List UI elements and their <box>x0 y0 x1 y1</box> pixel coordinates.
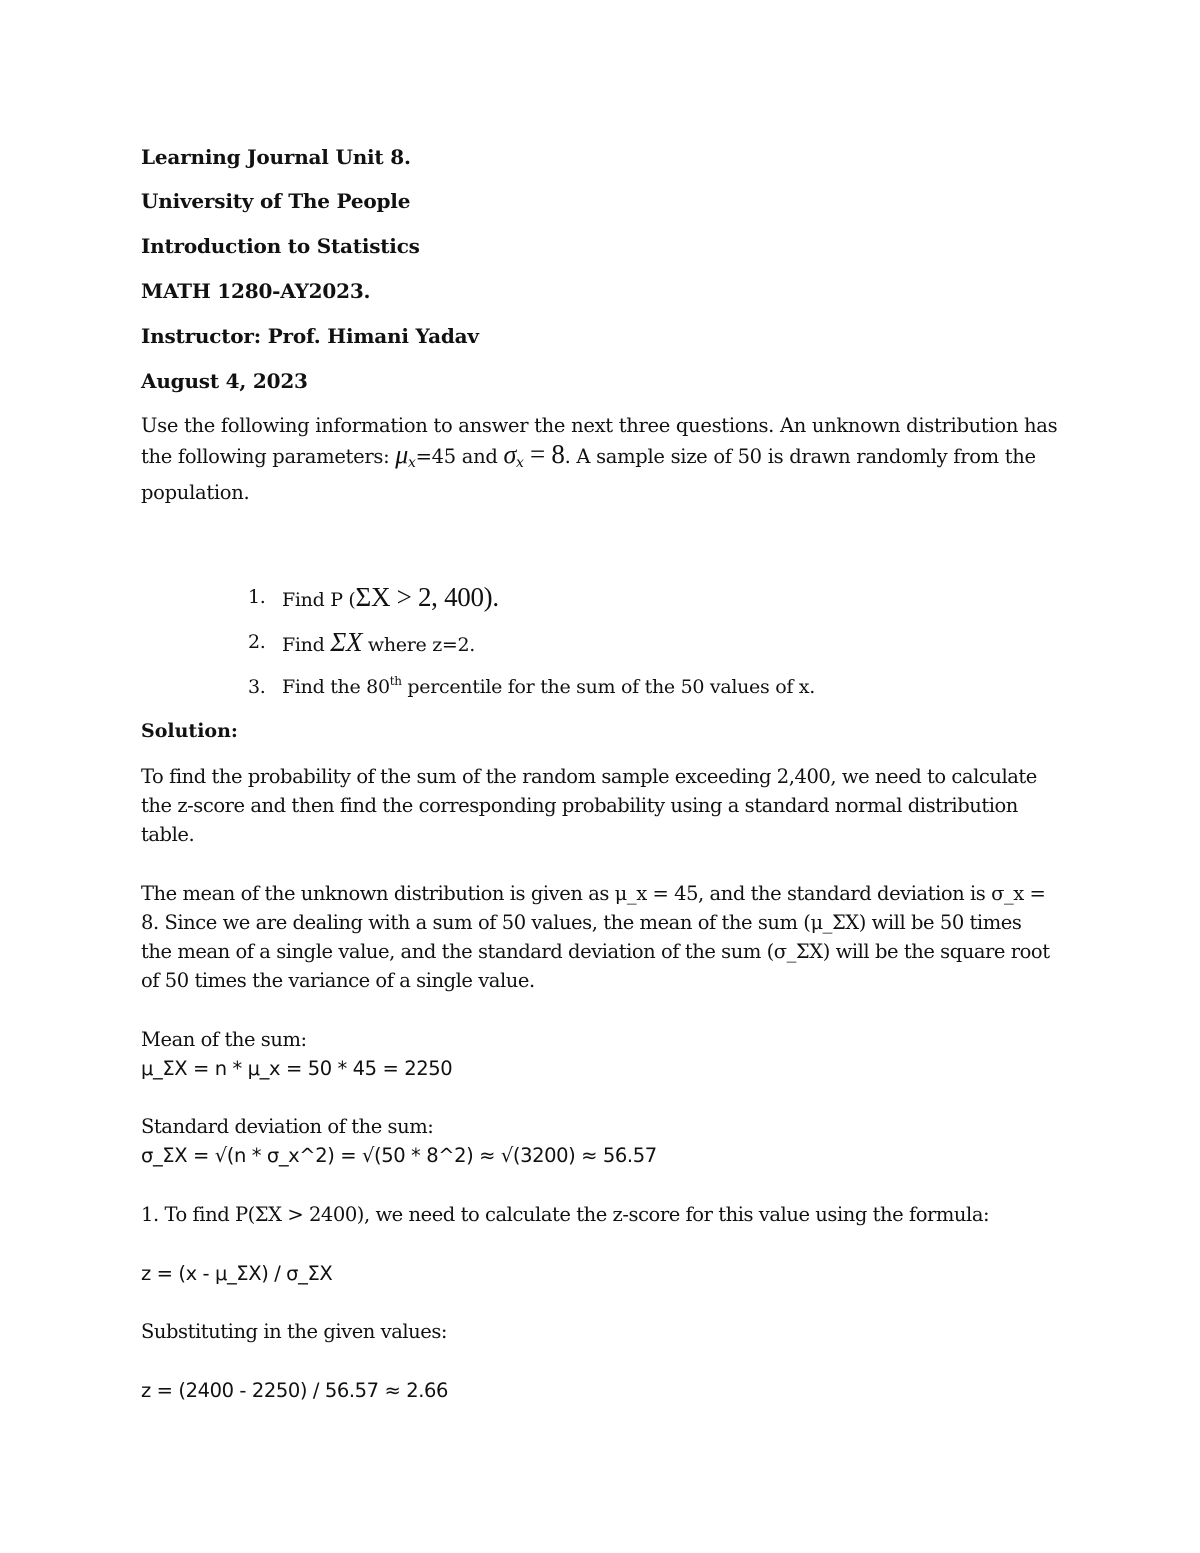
question-text: Find the 80 <box>282 676 390 698</box>
sd-formula: σ_ΣX = √(n * σ_x^2) = √(50 * 8^2) ≈ √(3200) ≈ 56.57 <box>141 1144 657 1167</box>
header-title: Learning Journal Unit 8. <box>141 145 411 169</box>
mu-subscript: x <box>408 455 416 471</box>
intro-text-1: Use the following information to answer the next three questions. An unknown distribution has the following parameters: <box>141 414 1058 468</box>
solution-label: Solution: <box>141 720 238 742</box>
question-text: Find P ( <box>282 589 356 611</box>
list-number: 3. <box>248 676 266 698</box>
list-item <box>248 665 815 710</box>
z-formula: z = (x - μ_ΣX) / σ_ΣX <box>141 1262 333 1285</box>
intro-paragraph <box>141 411 1061 507</box>
paragraph-probability: To find the probability of the sum of the random sample exceeding 2,400, we need to calculate the z-score and then find the corresponding probability using a standard normal distribution table. <box>141 765 1037 846</box>
header-course-code: MATH 1280-AY2023. <box>141 279 371 303</box>
list-number: 1. <box>248 586 266 608</box>
mu-symbol: μ <box>395 440 408 469</box>
question-text: Find <box>282 634 331 656</box>
list-item <box>248 575 815 620</box>
question-math: ΣX > 2, 400). <box>355 582 499 612</box>
paragraph-mean-sd: The mean of the unknown distribution is given as μ_x = 45, and the standard deviation is σ_x = 8. Since we are dealing with a sum of 50 values, the mean of the sum (μ_ΣX) will be 50 times the mean of a single value, and the standard deviation of the sum (σ_ΣX) will be the square root of 50 times the variance of a single value. <box>141 882 1050 992</box>
header-course: Introduction to Statistics <box>141 234 420 258</box>
intro-text-2: . A sample size of 50 is drawn randomly from the population. <box>141 445 1036 504</box>
header-university: University of The People <box>141 189 411 213</box>
list-number: 2. <box>248 631 266 653</box>
mu-value: =45 and <box>415 445 504 468</box>
step-one: 1. To find P(ΣX > 2400), we need to calculate the z-score for this value using the formula: <box>141 1203 990 1226</box>
question-text-post: where z=2. <box>362 634 476 656</box>
mean-label: Mean of the sum: <box>141 1028 307 1051</box>
header-date: August 4, 2023 <box>141 369 308 393</box>
list-item <box>248 620 815 665</box>
z-calculation: z = (2400 - 2250) / 56.57 ≈ 2.66 <box>141 1379 449 1402</box>
sd-label: Standard deviation of the sum: <box>141 1115 434 1138</box>
header-instructor: Instructor: Prof. Himani Yadav <box>141 324 479 348</box>
substitution-label: Substituting in the given values: <box>141 1320 448 1343</box>
question-math: ΣX <box>330 627 363 657</box>
mean-formula: μ_ΣX = n * μ_x = 50 * 45 = 2250 <box>141 1057 453 1080</box>
sigma-symbol: σ <box>503 440 516 469</box>
question-list <box>248 575 815 710</box>
superscript: th <box>389 674 402 688</box>
question-text-post: percentile for the sum of the 50 values of x. <box>401 676 815 698</box>
sigma-value: = 8 <box>523 439 565 469</box>
sigma-subscript: x <box>515 455 524 471</box>
